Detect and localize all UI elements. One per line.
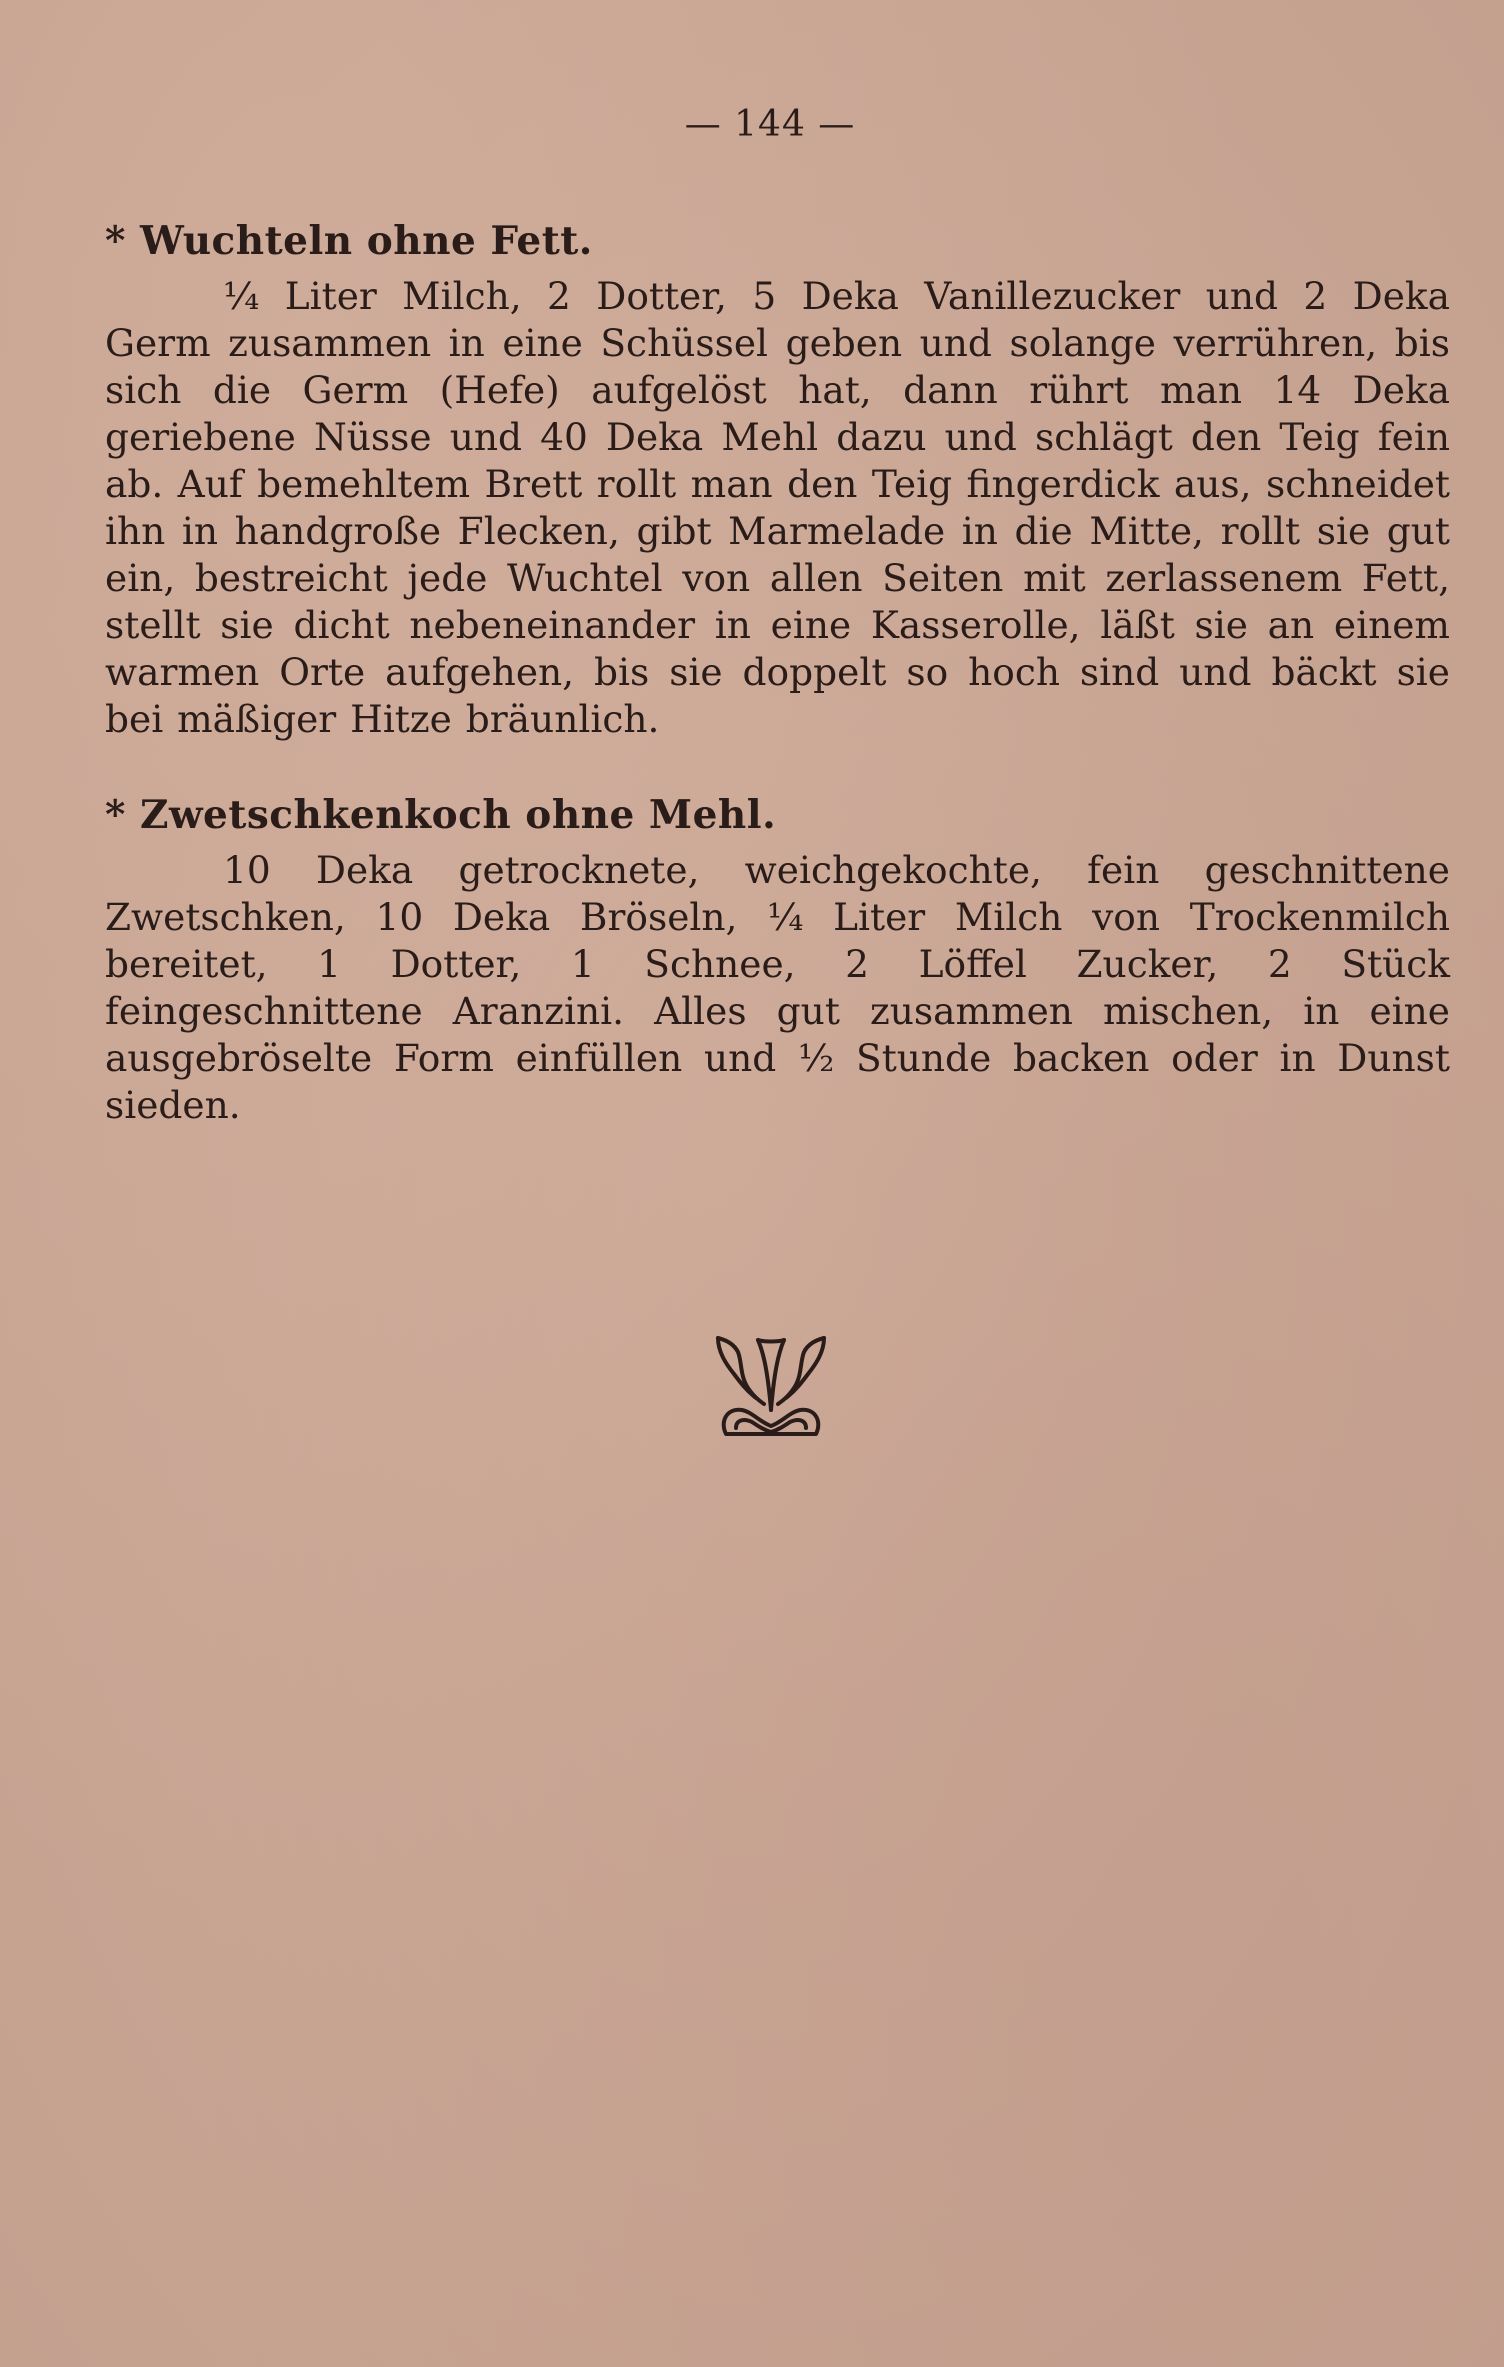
recipe-zwetschkenkoch: [105, 788, 1450, 1129]
recipe-body: 10 Deka getrocknete, weichgekochte, fein geschnittene Zwetschken, 10 Deka Bröseln, ¼ Liter Milch von Trockenmilch bereitet, 1 Dotter, 1 Schnee, 2 Löffel Zucker, 2 Stück feingeschnittene Aranzini. Alles gut zusammen mischen, in eine ausgebröselte Form einfüllen und ½ Stunde backen oder in Dunst sieden.: [105, 848, 1450, 1127]
recipe-body: ¼ Liter Milch, 2 Dotter, 5 Deka Vanillezucker und 2 Deka Germ zusammen in eine Schüssel geben und solange verrühren, bis sich die Germ (Hefe) aufgelöst hat, dann rührt man 14 Deka geriebene Nüsse und 40 Deka Mehl dazu und schlägt den Teig fein ab. Auf bemehltem Brett rollt man den Teig fingerdick aus, schneidet ihn in handgroße Flecken, gibt Marmelade in die Mitte, rollt sie gut ein, bestreicht jede Wuchtel von allen Seiten mit zerlassenem Fett, stellt sie dicht nebeneinander in eine Kasserolle, läßt sie an einem warmen Orte aufgehen, bis sie doppelt so hoch sind und bäckt sie bei mäßiger Hitze bräunlich.: [105, 274, 1450, 741]
recipe-title: * Zwetschkenkoch ohne Mehl.: [105, 792, 777, 838]
recipe-wuchteln: [105, 214, 1450, 743]
page-number: — 144 —: [684, 104, 856, 145]
floral-vignette-icon: [712, 1330, 830, 1448]
recipe-title: * Wuchteln ohne Fett.: [105, 218, 593, 264]
